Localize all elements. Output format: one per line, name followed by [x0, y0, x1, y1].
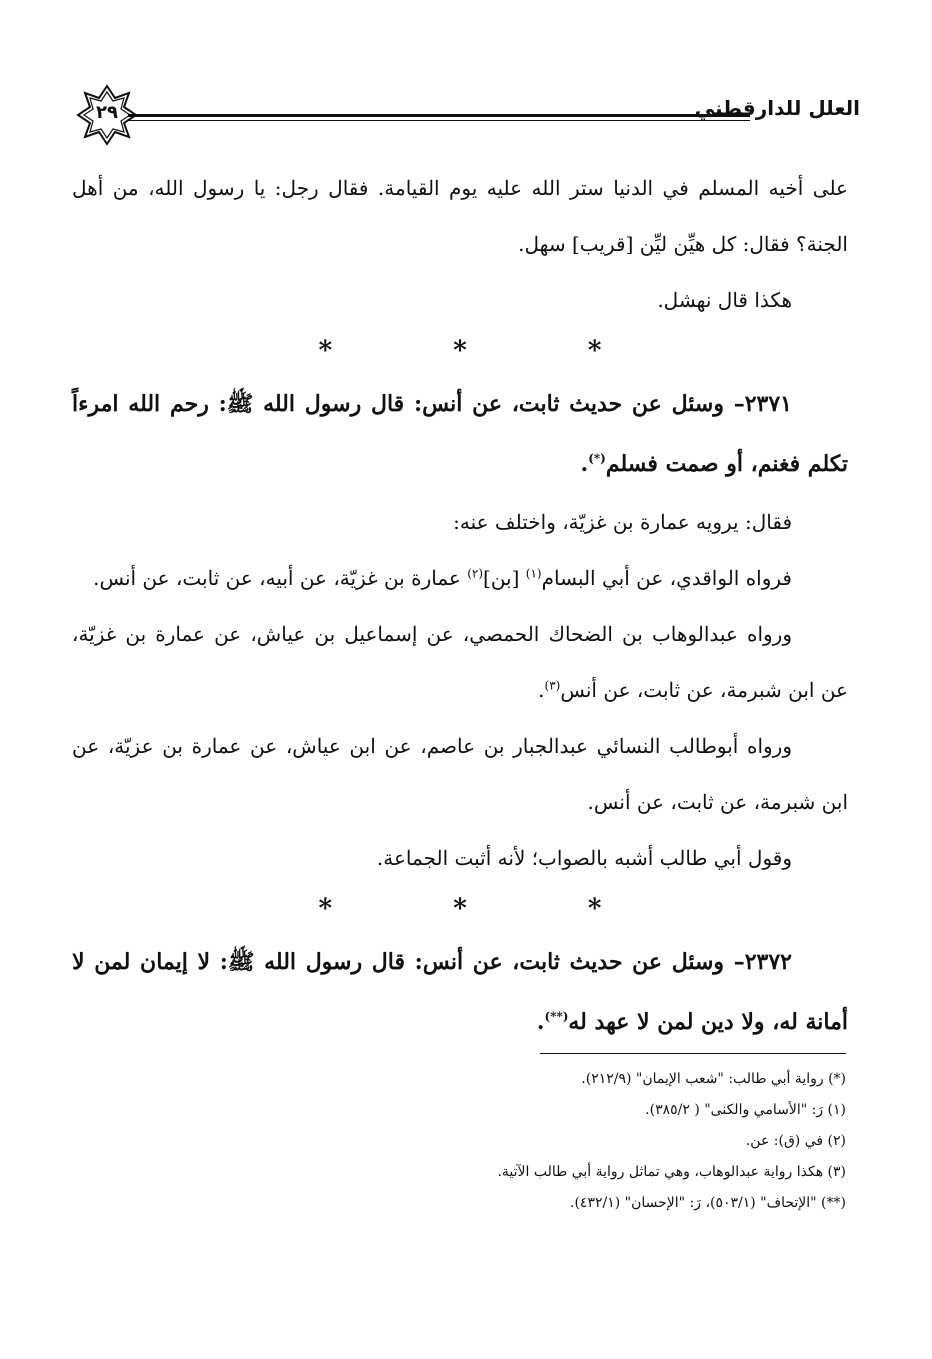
paragraph-text: فرواه الواقدي، عن أبي البسام: [541, 566, 792, 590]
page-number: ٢٩: [96, 102, 118, 123]
footnote-divider: [540, 1053, 846, 1054]
footnote-ref: (**): [544, 1009, 569, 1024]
section-separator: * * *: [318, 894, 658, 924]
entry-number: ٢٣٧١: [744, 391, 792, 417]
footnote: (٣) هكذا رواية عبدالوهاب، وهي تماثل رواية أبي طالب الآتية.: [497, 1164, 846, 1180]
page-header: [70, 84, 860, 148]
section-separator: * * *: [318, 336, 658, 366]
entry-heading: [72, 374, 848, 494]
paragraph: على أخيه المسلم في الدنيا ستر الله عليه يوم القيامة. فقال رجل: يا رسول الله، من أهل الجنة؟ فقال: كل هيِّن ليِّن [قريب] سهل.: [72, 176, 848, 256]
paragraph: [72, 606, 848, 718]
entry-end: .: [580, 451, 589, 477]
header-rule: [128, 114, 750, 117]
footnote-ref: (٣): [544, 678, 561, 693]
paragraph: فقال: يرويه عمارة بن غزيّة، واختلف عنه:: [453, 510, 792, 534]
paragraph-text: [بن]: [483, 566, 526, 590]
paragraph: هكذا قال نهشل.: [657, 288, 792, 312]
paragraph: وقول أبي طالب أشبه بالصواب؛ لأنه أثبت الجماعة.: [376, 846, 792, 870]
footnote-ref: (٢): [467, 566, 484, 581]
entry-text: – وسئل عن حديث ثابت، عن أنس: قال رسول الله ﷺ: لا إيمان لمن لا أمانة له، ولا دين لمن لا عهد له: [72, 949, 848, 1035]
paragraph-text: عمارة بن غزيّة، عن أبيه، عن ثابت، عن أنس.: [93, 566, 468, 590]
paragraph-end: .: [538, 678, 545, 702]
entry-number: ٢٣٧٢: [744, 949, 792, 975]
entry-text: – وسئل عن حديث ثابت، عن أنس: قال رسول الله ﷺ: رحم الله امرءاً تكلم فغنم، أو صمت فسلم: [72, 391, 848, 477]
main-text: [72, 160, 848, 1052]
footnote-ref: (١): [525, 566, 542, 581]
paragraph: [72, 550, 848, 606]
paragraph: ورواه أبوطالب النسائي عبدالجبار بن عاصم، عن ابن عياش، عن عمارة بن عزيّة، عن ابن شبرمة، عن ثابت، عن أنس.: [72, 734, 848, 814]
footnote: (١) رَ: "الأسامي والكنى" ( ٣٨٥/٢).: [645, 1102, 846, 1118]
paragraph-text: ورواه عبدالوهاب بن الضحاك الحمصي، عن إسماعيل بن عياش، عن عمارة بن غزيّة، عن ابن شبرمة، عن ثابت، عن أنس: [72, 622, 848, 702]
page-number-badge: [76, 84, 138, 146]
book-title: العلل للدارقطني: [694, 96, 860, 120]
header-rule-thin: [128, 120, 750, 121]
entry-heading: [72, 932, 848, 1052]
footnote: (٢) في (ق): عن.: [745, 1133, 846, 1149]
footnote: (**) "الإتحاف" (٥٠٣/١)، رَ: "الإحسان" (٤٣٢/١).: [570, 1195, 846, 1211]
footnotes: [200, 1064, 846, 1219]
footnote: (*) رواية أبي طالب: "شعب الإيمان" (٢١٢/٩).: [581, 1071, 846, 1087]
entry-end: .: [536, 1009, 545, 1035]
footnote-ref: (*): [588, 451, 606, 466]
